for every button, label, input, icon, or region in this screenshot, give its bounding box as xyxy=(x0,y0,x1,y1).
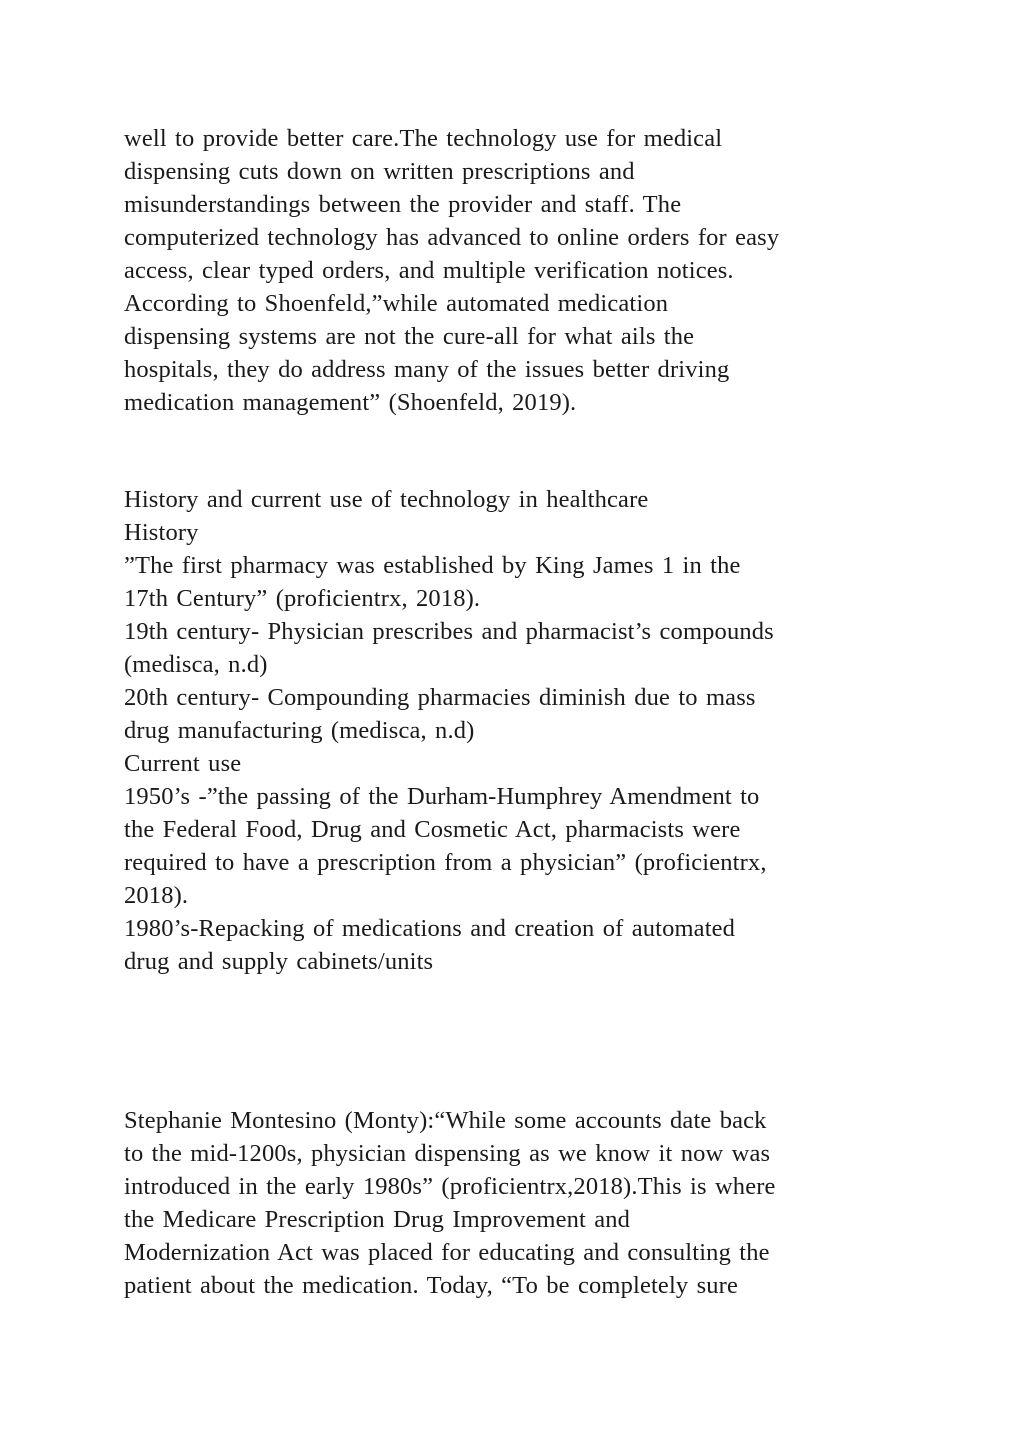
text-line: the Federal Food, Drug and Cosmetic Act, pharmacists were xyxy=(124,816,741,843)
text-line: (medisca, n.d) xyxy=(124,651,268,678)
text-line: dispensing systems are not the cure-all for what ails the xyxy=(124,323,695,350)
text-line: According to Shoenfeld,”while automated medication xyxy=(124,290,669,317)
text-line: computerized technology has advanced to online orders for easy xyxy=(124,224,780,251)
text-line: 17th Century” (proficientrx, 2018). xyxy=(124,585,481,612)
paragraph-automated-dispensing xyxy=(124,122,904,419)
text-line: patient about the medication. Today, “To be completely sure xyxy=(124,1272,738,1299)
text-line: the Medicare Prescription Drug Improvement and xyxy=(124,1206,631,1233)
section-heading: History and current use of technology in healthcare xyxy=(124,486,649,513)
subheading-current-use: Current use xyxy=(124,750,242,777)
text-line: drug manufacturing (medisca, n.d) xyxy=(124,717,475,744)
text-line: Modernization Act was placed for educating and consulting the xyxy=(124,1239,770,1266)
text-line: well to provide better care.The technology use for medical xyxy=(124,125,723,152)
text-line: hospitals, they do address many of the issues better driving xyxy=(124,356,730,383)
text-line: 1950’s -”the passing of the Durham-Humphrey Amendment to xyxy=(124,783,760,810)
text-line: 19th century- Physician prescribes and pharmacist’s compounds xyxy=(124,618,774,645)
section-history-current-use xyxy=(124,483,904,978)
paragraph-montesino xyxy=(124,1104,904,1302)
text-line: dispensing cuts down on written prescriptions and xyxy=(124,158,635,185)
text-line: to the mid-1200s, physician dispensing as we know it now was xyxy=(124,1140,771,1167)
text-line: 1980’s-Repacking of medications and creation of automated xyxy=(124,915,736,942)
text-line: misunderstandings between the provider and staff. The xyxy=(124,191,682,218)
text-line: 2018). xyxy=(124,882,189,909)
text-line: required to have a prescription from a physician” (proficientrx, xyxy=(124,849,767,876)
text-line: 20th century- Compounding pharmacies diminish due to mass xyxy=(124,684,756,711)
text-line: ”The first pharmacy was established by King James 1 in the xyxy=(124,552,741,579)
text-line: access, clear typed orders, and multiple verification notices. xyxy=(124,257,734,284)
text-line: Stephanie Montesino (Monty):“While some accounts date back xyxy=(124,1107,767,1134)
text-line: drug and supply cabinets/units xyxy=(124,948,434,975)
subheading-history: History xyxy=(124,519,199,546)
text-line: introduced in the early 1980s” (proficientrx,2018).This is where xyxy=(124,1173,776,1200)
text-line: medication management” (Shoenfeld, 2019). xyxy=(124,389,577,416)
